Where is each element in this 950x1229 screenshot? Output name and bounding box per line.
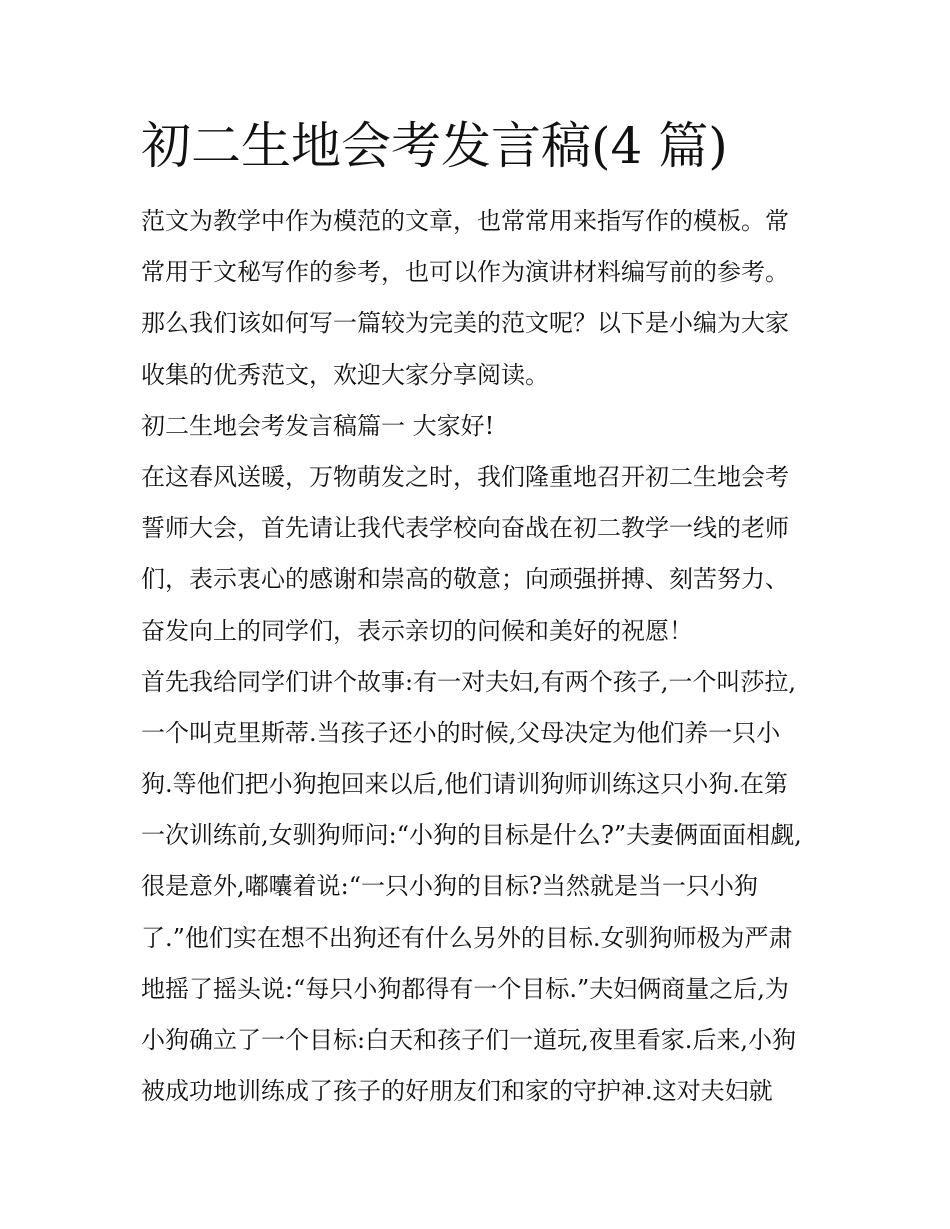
body-line: 常用于文秘写作的参考，也可以作为演讲材料编写前的参考。 bbox=[141, 258, 789, 287]
body-line: 首先我给同学们讲个故事:有一对夫妇,有两个孩子,一个叫莎拉, bbox=[141, 667, 796, 696]
document-title: 初二生地会考发言稿(4 篇) bbox=[141, 117, 728, 175]
body-line: 那么我们该如何写一篇较为完美的范文呢？以下是小编为大家 bbox=[141, 309, 789, 338]
body-line: 地摇了摇头说:“每只小狗都得有一个目标.”夫妇俩商量之后,为 bbox=[141, 974, 789, 1003]
body-line: 们，表示衷心的感谢和崇高的敬意；向顽强拼搏、刻苦努力、 bbox=[141, 565, 789, 594]
document-body bbox=[141, 196, 821, 1117]
body-line: 小狗确立了一个目标:白天和孩子们一道玩,夜里看家.后来,小狗 bbox=[141, 1026, 796, 1054]
section-heading: 初二生地会考发言稿篇一 大家好! bbox=[141, 411, 495, 440]
body-line: 一个叫克里斯蒂.当孩子还小的时候,父母决定为他们养一只小 bbox=[141, 718, 781, 747]
body-line: 狗.等他们把小狗抱回来以后,他们请训狗师训练这只小狗.在第 bbox=[141, 770, 788, 799]
body-line: 在这春风送暖，万物萌发之时，我们隆重地召开初二生地会考 bbox=[141, 462, 789, 491]
body-line: 奋发向上的同学们，表示亲切的问候和美好的祝愿！ bbox=[141, 616, 693, 645]
body-line: 一次训练前,女驯狗师问:“小狗的目标是什么?”夫妻俩面面相觑, bbox=[141, 821, 802, 850]
body-line: 很是意外,嘟囔着说:“一只小狗的目标?当然就是当一只小狗 bbox=[141, 872, 758, 901]
body-line: 被成功地训练成了孩子的好朋友们和家的守护神.这对夫妇就 bbox=[141, 1077, 773, 1106]
body-line: 了.”他们实在想不出狗还有什么另外的目标.女驯狗师极为严肃 bbox=[141, 923, 793, 952]
body-line: 收集的优秀范文，欢迎大家分享阅读。 bbox=[141, 360, 549, 389]
body-line: 誓师大会，首先请让我代表学校向奋战在初二教学一线的老师 bbox=[141, 514, 789, 543]
body-line: 范文为教学中作为模范的文章，也常常用来指写作的模板。常 bbox=[141, 207, 789, 235]
